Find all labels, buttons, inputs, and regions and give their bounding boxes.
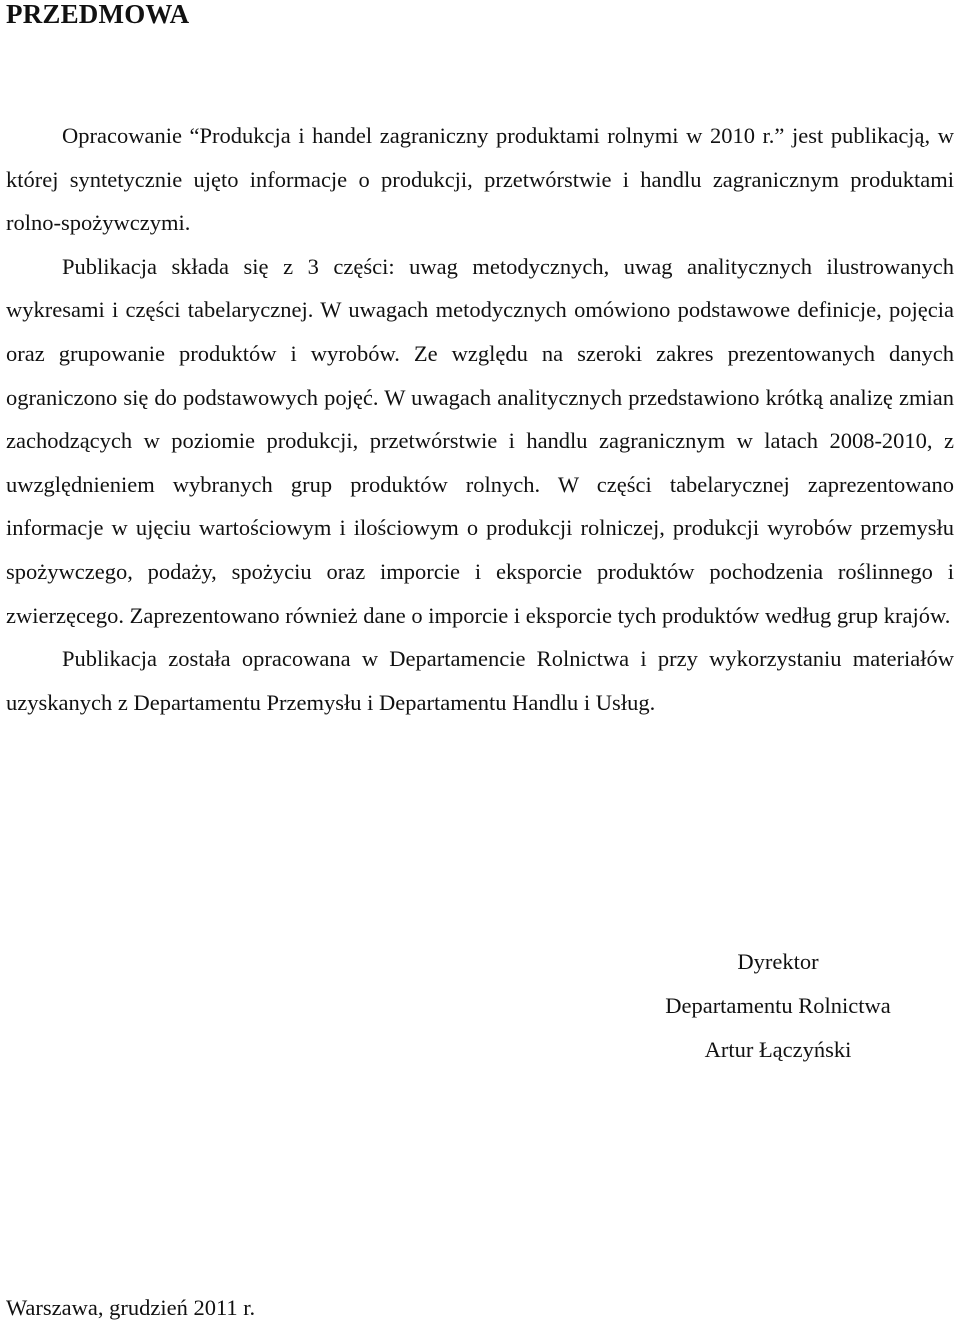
paragraph-structure: Publikacja składa się z 3 części: uwag metodycznych, uwag analitycznych ilustrowanych wykresami i części tabelarycznej. W uwagach metodycznych omówiono podstawowe definicje, pojęcia oraz grupowanie produktów i wyrobów. Ze względu na szeroki zakres prezentowanych danych ograniczono się do podstawowych pojęć. W uwagach analitycznych przedstawiono krótką analizę zmian zachodzących w poziomie produkcji, przetwórstwie i handlu zagranicznym w latach 2008-2010, z uwzględnieniem wybranych grup produktów rolnych. W części tabelarycznej zaprezentowano informacje w ujęciu wartościowym i ilościowym o produkcji rolniczej, produkcji wyrobów przemysłu spożywczego, podaży, spożyciu oraz imporcie i eksporcie produktów pochodzenia roślinnego i zwierzęcego. Zaprezentowano również dane o imporcie i eksporcie tych produktów według grup krajów. — [6, 253, 954, 628]
page-title: PRZEDMOWA — [6, 0, 190, 29]
signature-department: Departamentu Rolnictwa — [665, 993, 891, 1018]
signature-role: Dyrektor — [737, 949, 819, 974]
signature-name: Artur Łączyński — [704, 1037, 852, 1062]
paragraph-intro: Opracowanie “Produkcja i handel zagraniczny produktami rolnymi w 2010 r.” jest publikacją, w której syntetycznie ujęto informacje o produkcji, przetwórstwie i handlu zagranicznym produktami rolno-spożywczymi. — [6, 123, 954, 236]
signature-block — [600, 940, 956, 1072]
paragraph-sources: Publikacja została opracowana w Departamencie Rolnictwa i przy wykorzystaniu materiałów uzyskanych z Departamentu Przemysłu i Departamentu Handlu i Usług. — [6, 646, 954, 715]
place-and-date: Warszawa, grudzień 2011 r. — [6, 1295, 256, 1320]
preface-body — [6, 114, 954, 724]
